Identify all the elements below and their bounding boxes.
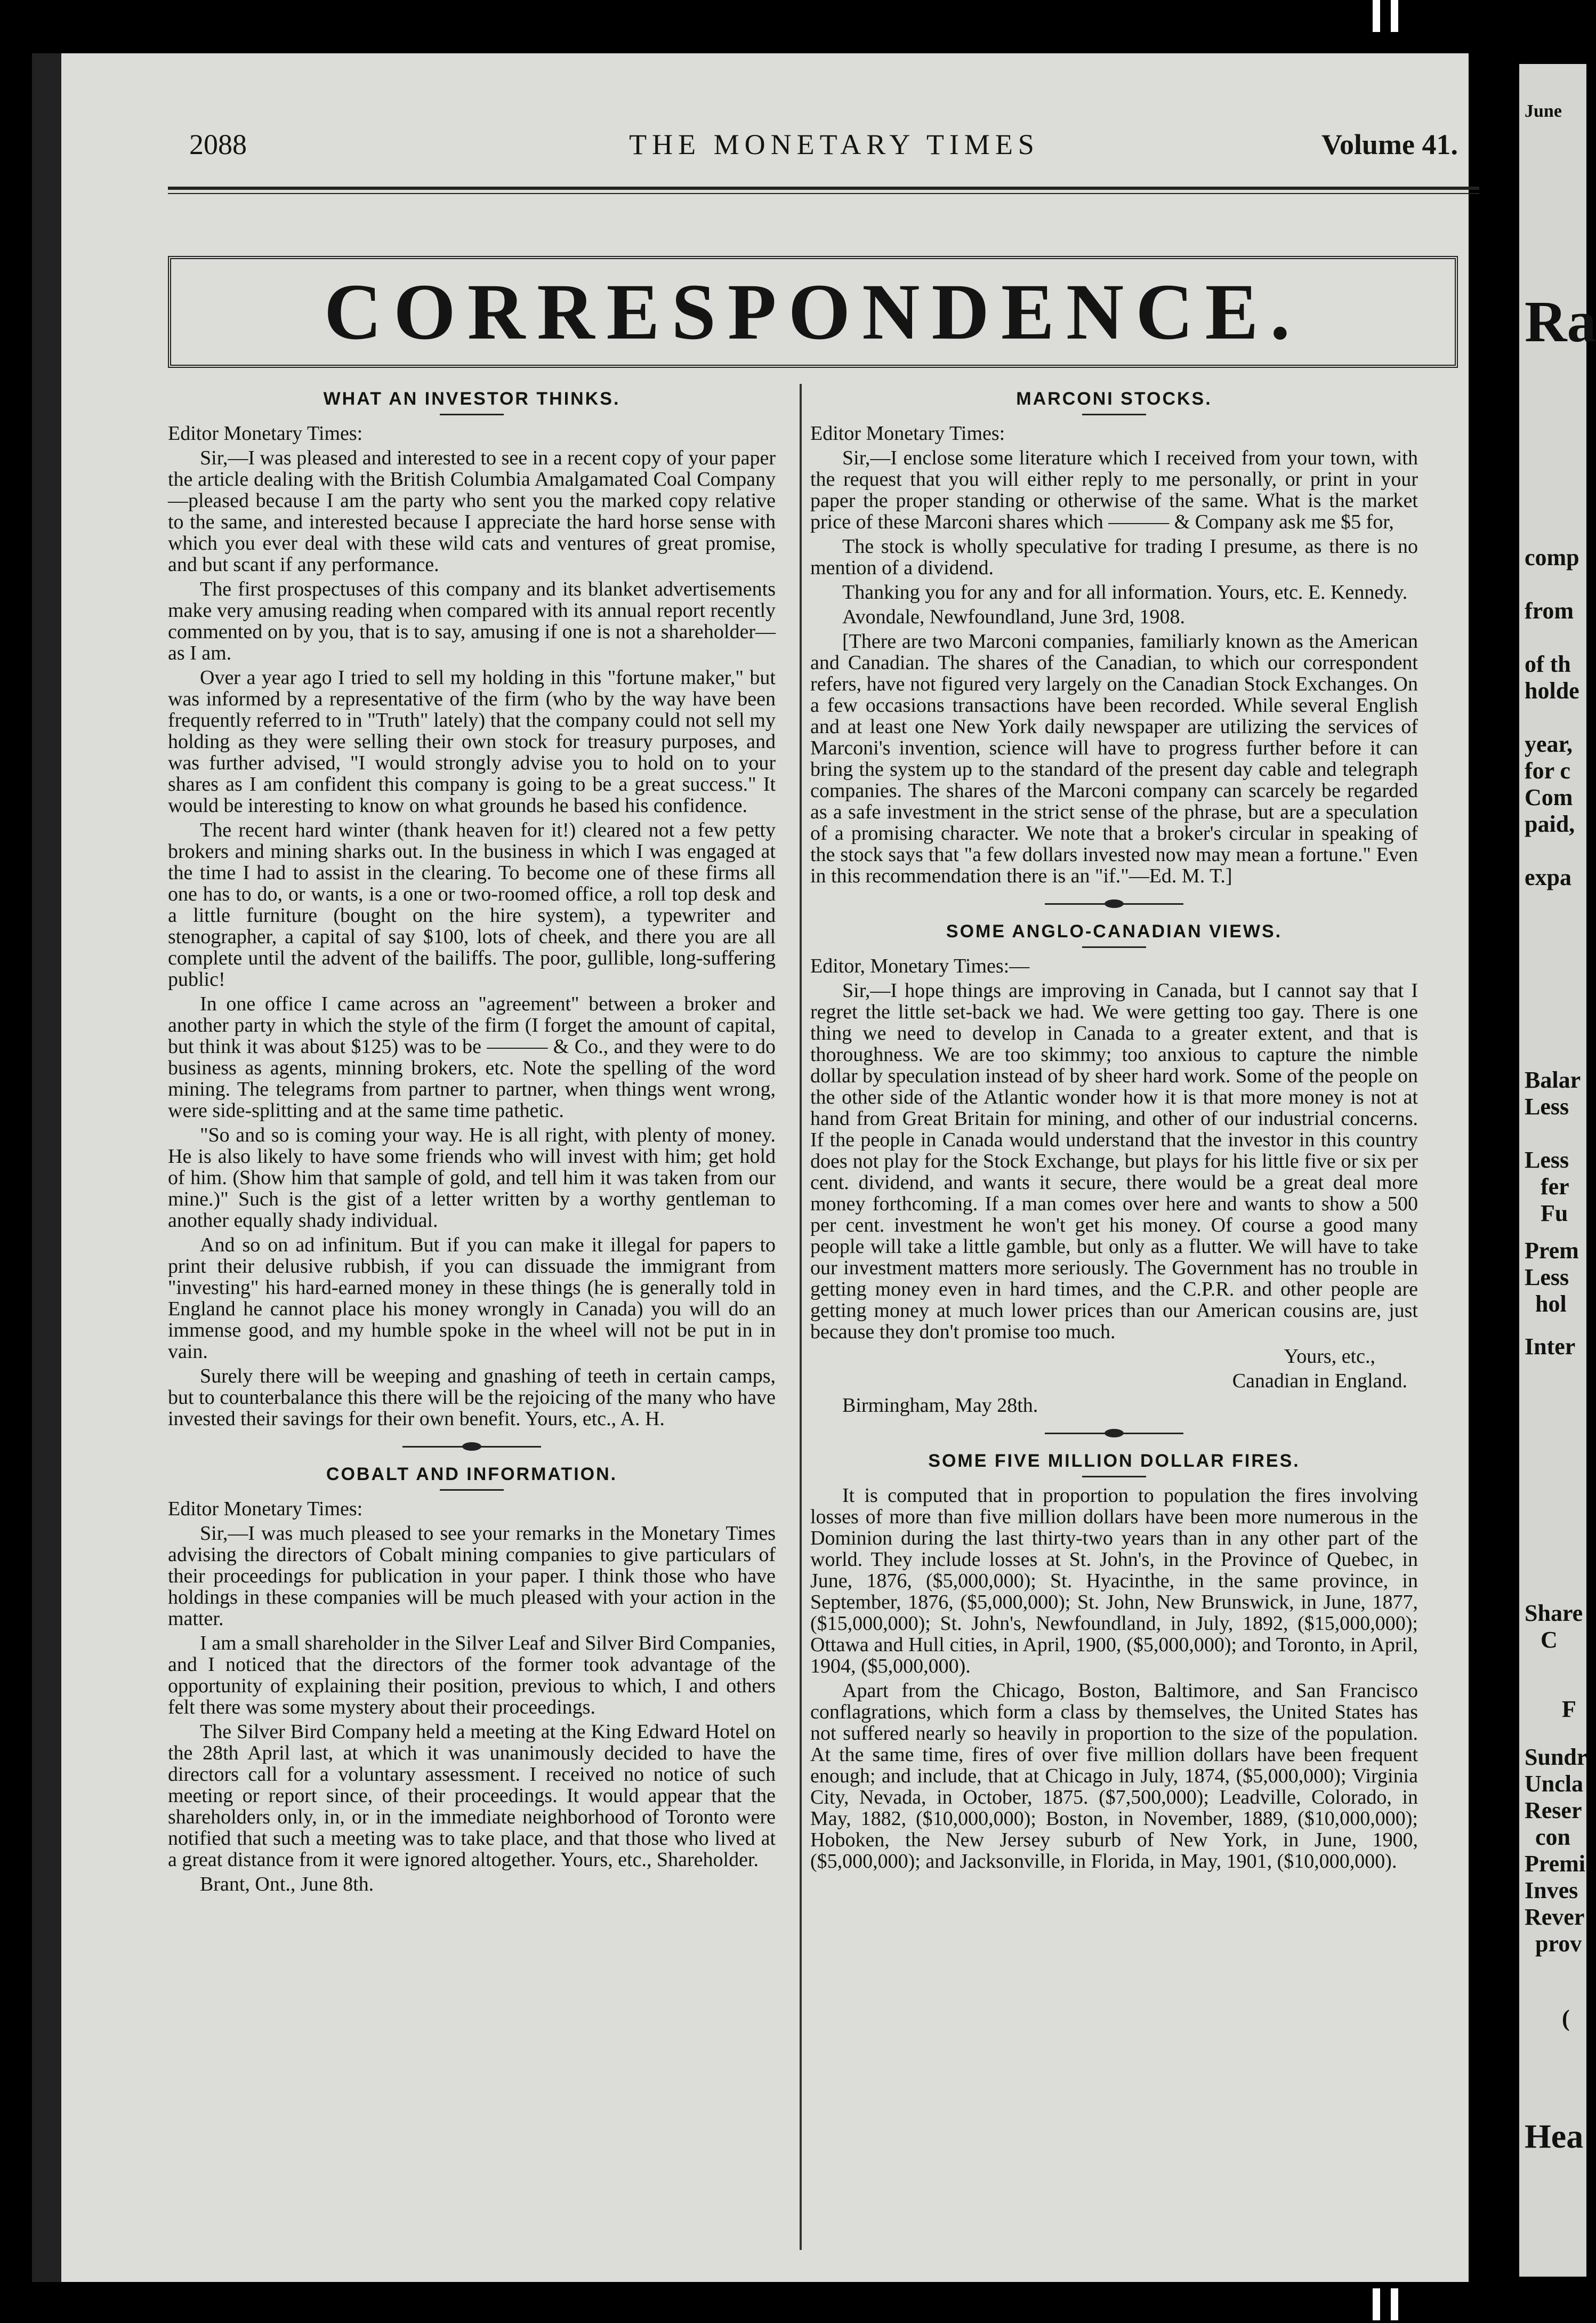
fragment-text: holde [1525, 678, 1579, 704]
article-headline: SOME ANGLO-CANADIAN VIEWS. [946, 921, 1283, 942]
fragment-text: Premi [1525, 1851, 1586, 1877]
sign-off: Yours, etc., [1284, 1345, 1375, 1368]
ornament-divider [1045, 1428, 1183, 1438]
fragment-text: ( [1562, 2005, 1570, 2031]
fragment-text: Ra [1525, 289, 1596, 354]
header-rule-thin [168, 193, 1479, 194]
section-title: CORRESPONDENCE. [324, 268, 1302, 356]
fragment-text: hol [1535, 1291, 1567, 1317]
article-headline: SOME FIVE MILLION DOLLAR FIRES. [928, 1451, 1300, 1471]
fragment-text: Balar [1525, 1067, 1581, 1093]
fragment-text: Less [1525, 1147, 1569, 1173]
adjacent-page-edge [1519, 64, 1596, 2277]
signature: Canadian in England. [1232, 1370, 1407, 1392]
paragraph: And so on ad infinitum. But if you can make it illegal for papers to print their delusive rubbish, if you can dissuade the immigrant from "investing" his hard-earned money in these things (he is generally told in England he cannot place his money wrongly in Canada) you will do an immense good, and my humble spoke in the wheel will not be put in in vain. [168, 1234, 776, 1363]
film-marks-top [1373, 0, 1415, 32]
film-marks-bottom [1373, 2288, 1415, 2320]
fragment-text: year, [1525, 731, 1573, 757]
article-headline: MARCONI STOCKS. [1016, 389, 1212, 409]
fragment-text: comp [1525, 544, 1579, 570]
paragraph: The Silver Bird Company held a meeting at the King Edward Hotel on the 28th April last, at which it was unanimously decided to have the directors call for a voluntary assessment. I received no notice of such meeting or report since, of their proceedings. It would appear that the shareholders only, in, or in the immediate neighborhood of Toronto were notified that such a meeting was to take place, and that those who lived at a great distance from it were ignored altogether. Yours, etc., Shareholder. [168, 1721, 776, 1871]
paragraph: The recent hard winter (thank heaven for it!) cleared not a few petty brokers and mining sharks out. In the business in which I was engaged at the time I had to assist in the clearing. To become one of these firms all one has to do, or wants, is a one or two-roomed office, a roll top desk and a little furniture (bought on the hire system), a typewriter and stenographer, a capital of say $100, lots of cheek, and there you are all complete until the advent of the bailiffs. The poor, gullible, long-suffering public! [168, 819, 776, 991]
paragraph: I am a small shareholder in the Silver Leaf and Silver Bird Companies, and I noticed that the directors of the former took advantage of the opportunity of explaining their position, previous to which, I and others felt there was some mystery about their proceedings. [168, 1632, 776, 1718]
paragraph: Thanking you for any and for all information. Yours, etc. E. Kennedy. [842, 581, 1408, 604]
fragment-text: Com [1525, 784, 1573, 810]
fragment-text: Hea [1525, 2117, 1584, 2155]
header-rule [168, 187, 1479, 190]
page-number: 2088 [189, 128, 247, 160]
fragment-text: Share [1525, 1600, 1583, 1626]
ornament-divider [402, 1441, 541, 1452]
ornament-divider [1045, 898, 1183, 909]
article-headline: COBALT AND INFORMATION. [326, 1464, 618, 1484]
paragraph: The stock is wholly speculative for trading I presume, as there is no mention of a dividend. [810, 535, 1418, 579]
fragment-text: of th [1525, 651, 1571, 677]
paragraph: The first prospectuses of this company and its blanket advertisements make very amusing reading when compared with its annual report recently commented on by you, that is to say, amusing if one is not a shareholder—as I am. [168, 578, 776, 664]
paragraph: Sir,—I hope things are improving in Canada, but I cannot say that I regret the little set-back we had. We were getting too gay. There is one thing we need to develop in Canada to a greater extent, and that is thoroughness. We are too skimmy; too anxious to capture the nimble dollar by speculation instead of by sheer hard work. Some of the people on the other side of the Atlantic wonder how it is that more money is not at hand from Great Britain for mining, and other of our industrial concerns. If the people in Canada would understand that the investor in this country does not play for the Stock Exchange, but plays for his little five or six per cent. dividend, and wants it secure, there would be a great deal more money forthcoming. If a man comes over here and wants to show a 500 per cent. investment he won't get his money. Of course a good many people will take a little gamble, but only as a flutter. We will have to take our investment matters more seriously. The Government has no trouble in getting money even in hard times, and the C.P.R. and other people are getting money at much lower prices than our American cousins are, just because they don't promise too much. [810, 979, 1418, 1343]
running-header [189, 112, 1479, 187]
fragment-text: from [1525, 598, 1574, 624]
fragment-text: Reser [1525, 1797, 1582, 1823]
fragment-text: paid, [1525, 811, 1575, 837]
salutation: Editor Monetary Times: [168, 422, 363, 445]
paragraph: In one office I came across an "agreement" between a broker and another party in which the style of the firm (I forget the amount of capital, but think it was about $125) was to be ——— & Co., and they were to do business as agents, minning brokers, etc. Note the spelling of the word mining. The telegrams from partner to partner, when things went wrong, were side-splitting and at the same time pathetic. [168, 993, 776, 1122]
paragraph: Over a year ago I tried to sell my holding in this "fortune maker," but was informed by a representative of the firm (who by the way have been frequently referred to in "Truth" lately) that the company could not sell my holding as they were selling their own stock for treasury purposes, and was further advised, "I would strongly advise you to hold on to your shares as I am confident this company is going to be a great success." It would be interesting to know on what grounds he based his confidence. [168, 666, 776, 817]
publication-title: THE MONETARY TIMES [629, 128, 1039, 160]
dateline: Avondale, Newfoundland, June 3rd, 1908. [842, 606, 1186, 628]
dateline: Birmingham, May 28th. [842, 1394, 1038, 1417]
dateline: Brant, Ont., June 8th. [200, 1873, 374, 1895]
editor-note: [There are two Marconi companies, familiarly known as the American and Canadian. The shares of the Canadian, to which our correspondent refers, have not figured very largely on the Canadian Stock Exchanges. On a few occasions transactions have been recorded. While several English and at least one New York daily newspaper are utilizing the services of Marconi's invention, science will have to progress further before it can bring the system up to the standard of the present day cable and telegraph companies. The shares of the Marconi company can scarcely be regarded as a safe investment in the strict sense of the phrase, but are a speculation of a promising character. We note that a broker's circular in speaking of the stock says that "a few dollars invested now may mean a fortune." Even in this recommendation there is an "if."—Ed. M. T.] [810, 630, 1418, 887]
fragment-text: fer [1541, 1173, 1569, 1200]
fragment-text: for c [1525, 758, 1570, 784]
fragment-text: Less [1525, 1094, 1569, 1120]
salutation: Editor Monetary Times: [168, 1498, 363, 1520]
fragment-text: C [1541, 1627, 1558, 1653]
headline-dash [1082, 946, 1146, 948]
section-title-box [168, 256, 1458, 368]
fragment-text: Sundr [1525, 1744, 1587, 1770]
fragment-text: prov [1535, 1931, 1582, 1957]
fragment-text: Uncla [1525, 1771, 1583, 1797]
fragment-text: Fu [1541, 1200, 1568, 1226]
paragraph: Apart from the Chicago, Boston, Baltimore, and San Francisco conflagrations, which form a class by themselves, the United States has not suffered nearly so heavily in proportion to the size of the population. At the same time, fires of over five million dollars have been frequent enough; and include, that at Chicago in July, 1874, ($5,000,000); Virginia City, Nevada, in October, 1875. ($7,500,000); Leadville, Colorado, in May, 1882, ($10,000,000); Boston, in November, 1889, ($10,000,000); Hoboken, the New Jersey suburb of New York, in June, 1900, ($5,000,000); and Jacksonville, in Florida, in May, 1901, ($10,000,000). [810, 1679, 1418, 1872]
headline-dash [1082, 414, 1146, 415]
fragment-text: Inves [1525, 1877, 1578, 1903]
book-spine-shadow [32, 53, 61, 2282]
headline-dash [1082, 1476, 1146, 1477]
paragraph: It is computed that in proportion to population the fires involving losses of more than five million dollars have been more numerous in the Dominion during the last thirty-two years than in any other part of the world. They include losses at St. John's, in the Province of Quebec, in June, 1876, ($5,000,000); St. Hyacinthe, in the same province, in September, 1876, ($5,000,000); St. John, New Brunswick, in June, 1877, ($15,000,000); St. John's, Newfoundland, in July, 1892, ($15,000,000); Ottawa and Hull cities, in April, 1900, ($5,000,000); and Toronto, in April, 1904, ($5,000,000). [810, 1484, 1418, 1677]
fragment-text: con [1535, 1824, 1570, 1850]
headline-dash [440, 414, 504, 415]
fragment-text: June [1525, 101, 1562, 121]
paragraph: "So and so is coming your way. He is all right, with plenty of money. He is also likely to have some friends who will invest with him; get hold of him. (Show him that sample of gold, and tell him it was taken from our mine.)" Such is the gist of a letter written by a worthy gentleman to another equally shady individual. [168, 1124, 776, 1232]
paragraph: Sir,—I was pleased and interested to see in a recent copy of your paper the article dealing with the British Columbia Amalgamated Coal Company—pleased because I am the party who sent you the marked copy relative to the same, and interested because I appreciate the hard horse sense with which you ever deal with these wild cats and ventures of great promise, and but scant if any performance. [168, 447, 776, 576]
fragment-text: Less [1525, 1264, 1569, 1290]
salutation: Editor Monetary Times: [810, 422, 1005, 445]
fragment-text: Inter [1525, 1333, 1576, 1360]
volume-label: Volume 41. [1321, 128, 1458, 160]
right-column [810, 379, 1418, 1875]
column-divider [800, 384, 802, 2250]
newspaper-page [61, 53, 1469, 2282]
fragment-text: F [1562, 1696, 1576, 1722]
fragment-text: Prem [1525, 1237, 1579, 1264]
article-headline: WHAT AN INVESTOR THINKS. [323, 389, 620, 409]
fragment-text: expa [1525, 864, 1571, 890]
paragraph: Sir,—I enclose some literature which I received from your town, with the request that you will either reply to me personally, or print in your paper the proper standing or otherwise of the same. What is the market price of these Marconi shares which ——— & Company ask me $5 for, [810, 447, 1418, 533]
paragraph: Sir,—I was much pleased to see your remarks in the Monetary Times advising the directors of Cobalt mining companies to give particulars of their proceedings for publication in your paper. I think those who have holdings in these companies will be much pleased with your action in the matter. [168, 1522, 776, 1630]
left-column [168, 379, 776, 1898]
paragraph: Surely there will be weeping and gnashing of teeth in certain camps, but to counterbalance this there will be the rejoicing of the many who have invested their savings for their own benefit. Yours, etc., A. H. [168, 1365, 776, 1430]
fragment-text: Rever [1525, 1904, 1585, 1930]
salutation: Editor, Monetary Times:— [810, 955, 1030, 977]
headline-dash [440, 1489, 504, 1491]
